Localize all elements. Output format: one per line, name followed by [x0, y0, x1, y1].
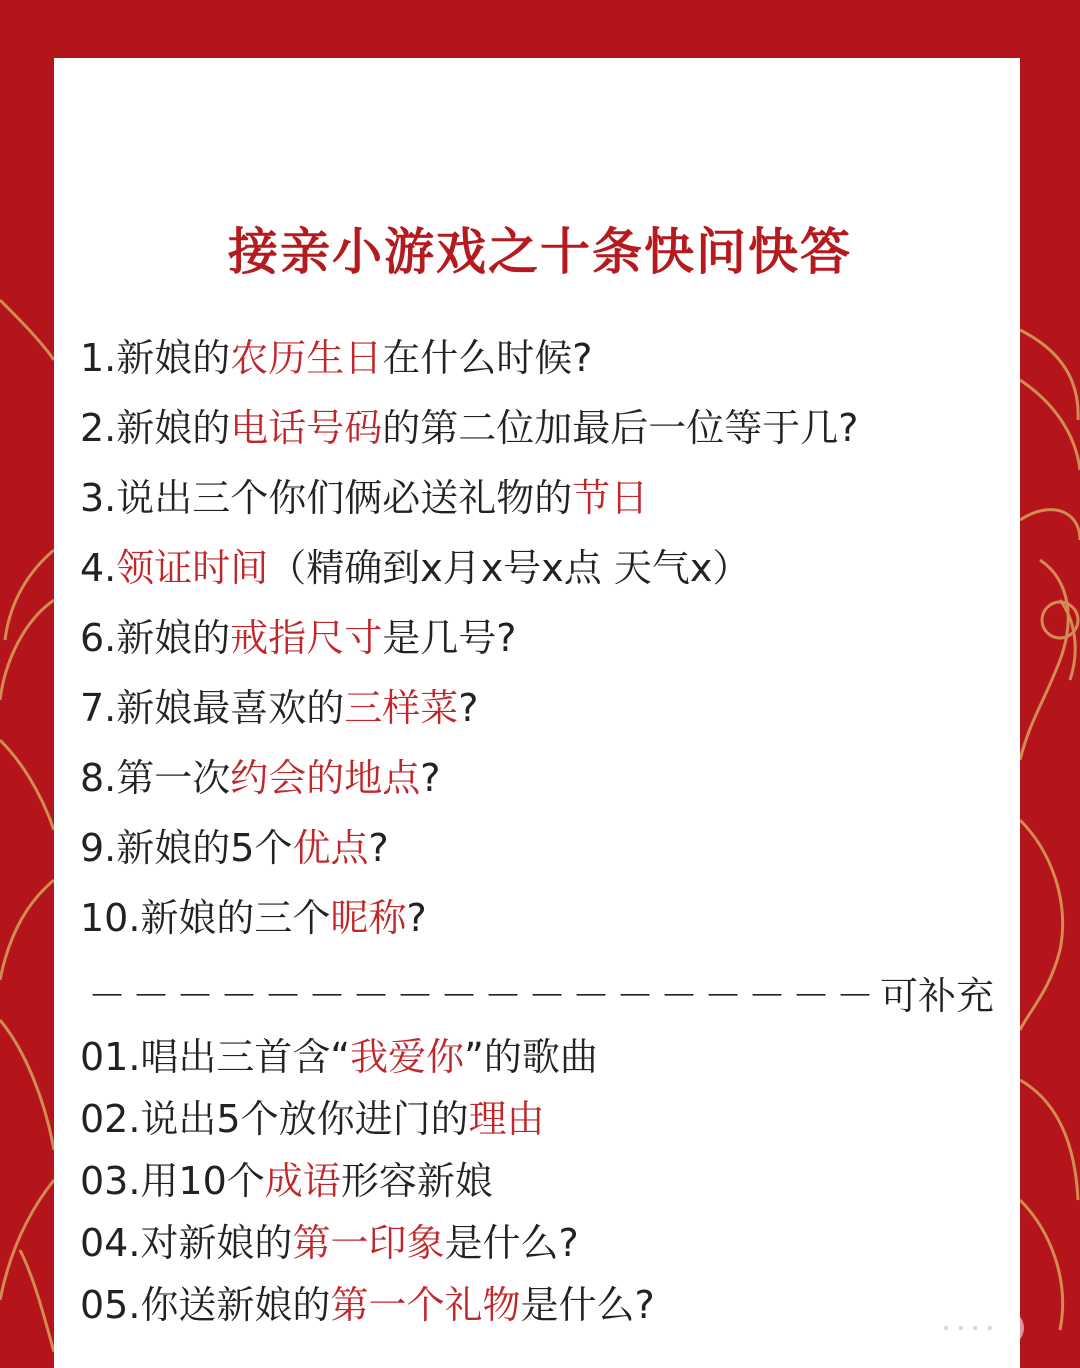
question-highlight: 理由 — [468, 1097, 545, 1141]
question-item — [80, 608, 1010, 678]
extra-question-list — [80, 1028, 1010, 1338]
question-text: 的第二位加最后一位等于几? — [382, 406, 859, 450]
question-highlight: 第一个礼物 — [330, 1283, 521, 1327]
question-highlight: 节日 — [572, 476, 649, 520]
question-item — [80, 468, 1010, 538]
extra-question-item — [80, 1152, 1010, 1214]
question-text: 04.对新娘的 — [80, 1221, 293, 1265]
question-highlight: 农历生日 — [230, 336, 383, 380]
extra-question-item — [80, 1214, 1010, 1276]
question-text: 02.说出5个放你进门的 — [80, 1097, 469, 1141]
question-text: 05.你送新娘的 — [80, 1283, 331, 1327]
question-text: 4. — [80, 546, 117, 590]
question-text: 03.用10个 — [80, 1159, 265, 1203]
question-text: ? — [458, 686, 479, 730]
watermark-logo: · · · · — [912, 1310, 1024, 1346]
question-item — [80, 888, 1010, 958]
question-highlight: 电话号码 — [230, 406, 383, 450]
question-item — [80, 678, 1010, 748]
question-text: 8.第一次 — [80, 756, 231, 800]
question-text: ”的歌曲 — [464, 1035, 598, 1079]
question-text: 2.新娘的 — [80, 406, 231, 450]
question-text: ? — [420, 756, 441, 800]
divider-dashes: －－－－－－－－－－－－－－－－－－ — [88, 974, 881, 1018]
question-highlight: 第一印象 — [292, 1221, 445, 1265]
question-text: 6.新娘的 — [80, 616, 231, 660]
question-item — [80, 748, 1010, 818]
question-highlight: 戒指尺寸 — [230, 616, 383, 660]
question-item — [80, 818, 1010, 888]
page-title: 接亲小游戏之十条快问快答 — [228, 223, 852, 281]
extra-question-item — [80, 1276, 1010, 1338]
question-text: 7.新娘最喜欢的 — [80, 686, 345, 730]
question-text: 1.新娘的 — [80, 336, 231, 380]
extra-question-item — [80, 1028, 1010, 1090]
question-text: 10.新娘的三个 — [80, 896, 331, 940]
question-highlight: 约会的地点 — [230, 756, 421, 800]
extra-question-item — [80, 1090, 1010, 1152]
question-text: 9.新娘的5个 — [80, 826, 293, 870]
question-highlight: 领证时间 — [116, 546, 269, 590]
question-text: ? — [368, 826, 389, 870]
question-item — [80, 398, 1010, 468]
divider-label: 可补充 — [880, 974, 995, 1018]
question-text: 01.唱出三首含“ — [80, 1035, 351, 1079]
question-item — [80, 328, 1010, 398]
question-text: 是什么? — [520, 1283, 655, 1327]
question-text: 是几号? — [382, 616, 517, 660]
question-highlight: 成语 — [264, 1159, 341, 1203]
question-highlight: 三样菜 — [344, 686, 459, 730]
question-text: ? — [406, 896, 427, 940]
question-text: 是什么? — [444, 1221, 579, 1265]
question-item — [80, 538, 1010, 608]
question-highlight: 昵称 — [330, 896, 407, 940]
question-highlight: 优点 — [292, 826, 369, 870]
section-divider — [88, 966, 994, 1026]
question-text: 3.说出三个你们俩必送礼物的 — [80, 476, 573, 520]
question-text: （精确到x月x号x点 天气x） — [268, 546, 751, 590]
question-list — [80, 328, 1010, 958]
question-text: 形容新娘 — [340, 1159, 493, 1203]
question-highlight: 我爱你 — [350, 1035, 465, 1079]
question-text: 在什么时候? — [382, 336, 593, 380]
